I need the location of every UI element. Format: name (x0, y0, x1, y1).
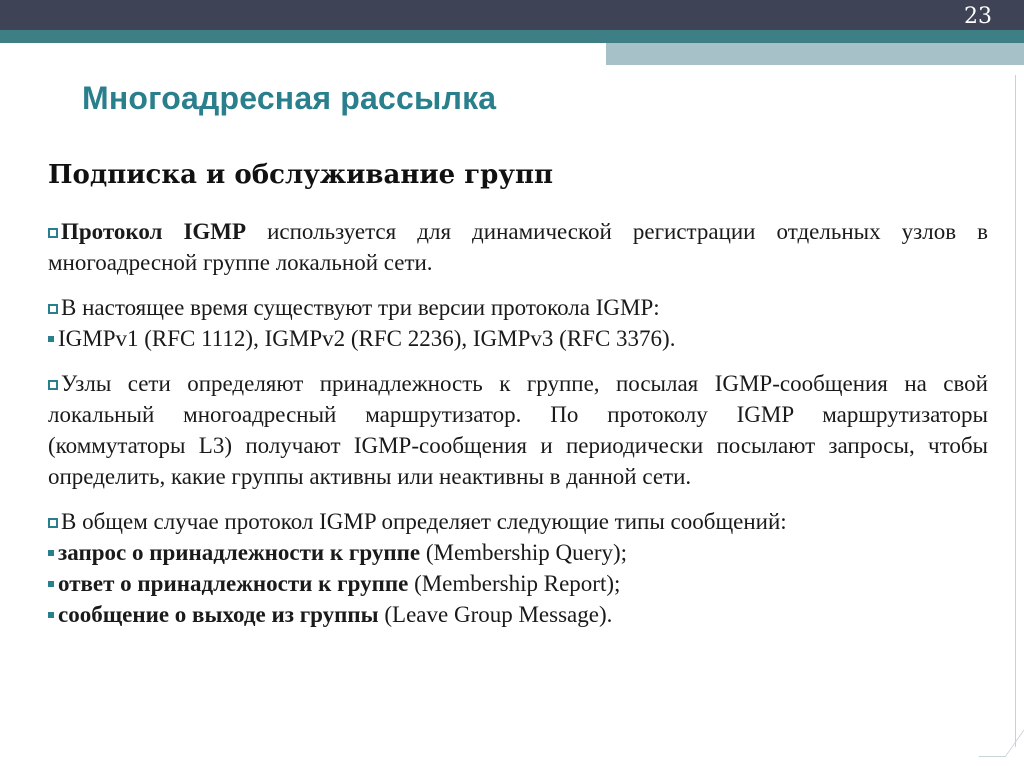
small-square-bullet-icon (48, 550, 54, 556)
paragraph-text: Узлы сети определяют принадлежность к группе, посылая IGMP-сообщения на свой локальный многоадресный маршрутизатор. По протоколу IGMP маршрутизаторы (коммутаторы L3) получают IGMP-сообщения и периодически посылают запросы, чтобы определить, какие группы активны или неактивны в данной сети. (48, 371, 988, 489)
slide-subtitle: Подписка и обслуживание групп (48, 160, 554, 190)
paragraph-versions (48, 292, 988, 323)
header-bar-teal (0, 30, 1024, 43)
page-number: 23 (964, 4, 992, 29)
list-item-leave (48, 599, 988, 630)
list-item-report (48, 568, 988, 599)
bold-term: ответ о принадлежности к группе (58, 571, 409, 596)
paragraph-membership (48, 368, 988, 492)
page-corner-decoration (979, 730, 1024, 757)
bold-term: сообщение о выходе из группы (58, 602, 379, 627)
list-item-text: (Leave Group Message). (378, 602, 613, 627)
square-bullet-icon (48, 380, 58, 390)
list-item-text: (Membership Query); (420, 540, 628, 565)
paragraph-message-types (48, 506, 988, 537)
header-bar-dark (0, 0, 1024, 30)
list-item-text: (Membership Report); (408, 571, 621, 596)
list-item-versions (48, 323, 988, 354)
paragraph-igmp-intro (48, 216, 988, 278)
frame-line (1015, 75, 1016, 747)
small-square-bullet-icon (48, 336, 54, 342)
square-bullet-icon (48, 304, 58, 314)
square-bullet-icon (48, 518, 58, 528)
bold-term: Протокол IGMP (61, 219, 247, 244)
list-item-text: IGMPv1 (RFC 1112), IGMPv2 (RFC 2236), IGMPv3 (RFC 3376). (58, 326, 676, 351)
slide-title: Многоадресная рассылка (82, 80, 497, 116)
paragraph-text: используется для динамической регистрации отдельных узлов в многоадресной группе локальной сети. (48, 219, 988, 275)
list-item-query (48, 537, 988, 568)
square-bullet-icon (48, 228, 58, 238)
header-bar-light (606, 43, 1024, 65)
bold-term: запрос о принадлежности к группе (58, 540, 421, 565)
paragraph-text: В настоящее время существуют три версии протокола IGMP: (61, 295, 660, 320)
slide-content (48, 216, 988, 630)
small-square-bullet-icon (48, 612, 54, 618)
small-square-bullet-icon (48, 581, 54, 587)
paragraph-text: В общем случае протокол IGMP определяет следующие типы сообщений: (61, 509, 787, 534)
